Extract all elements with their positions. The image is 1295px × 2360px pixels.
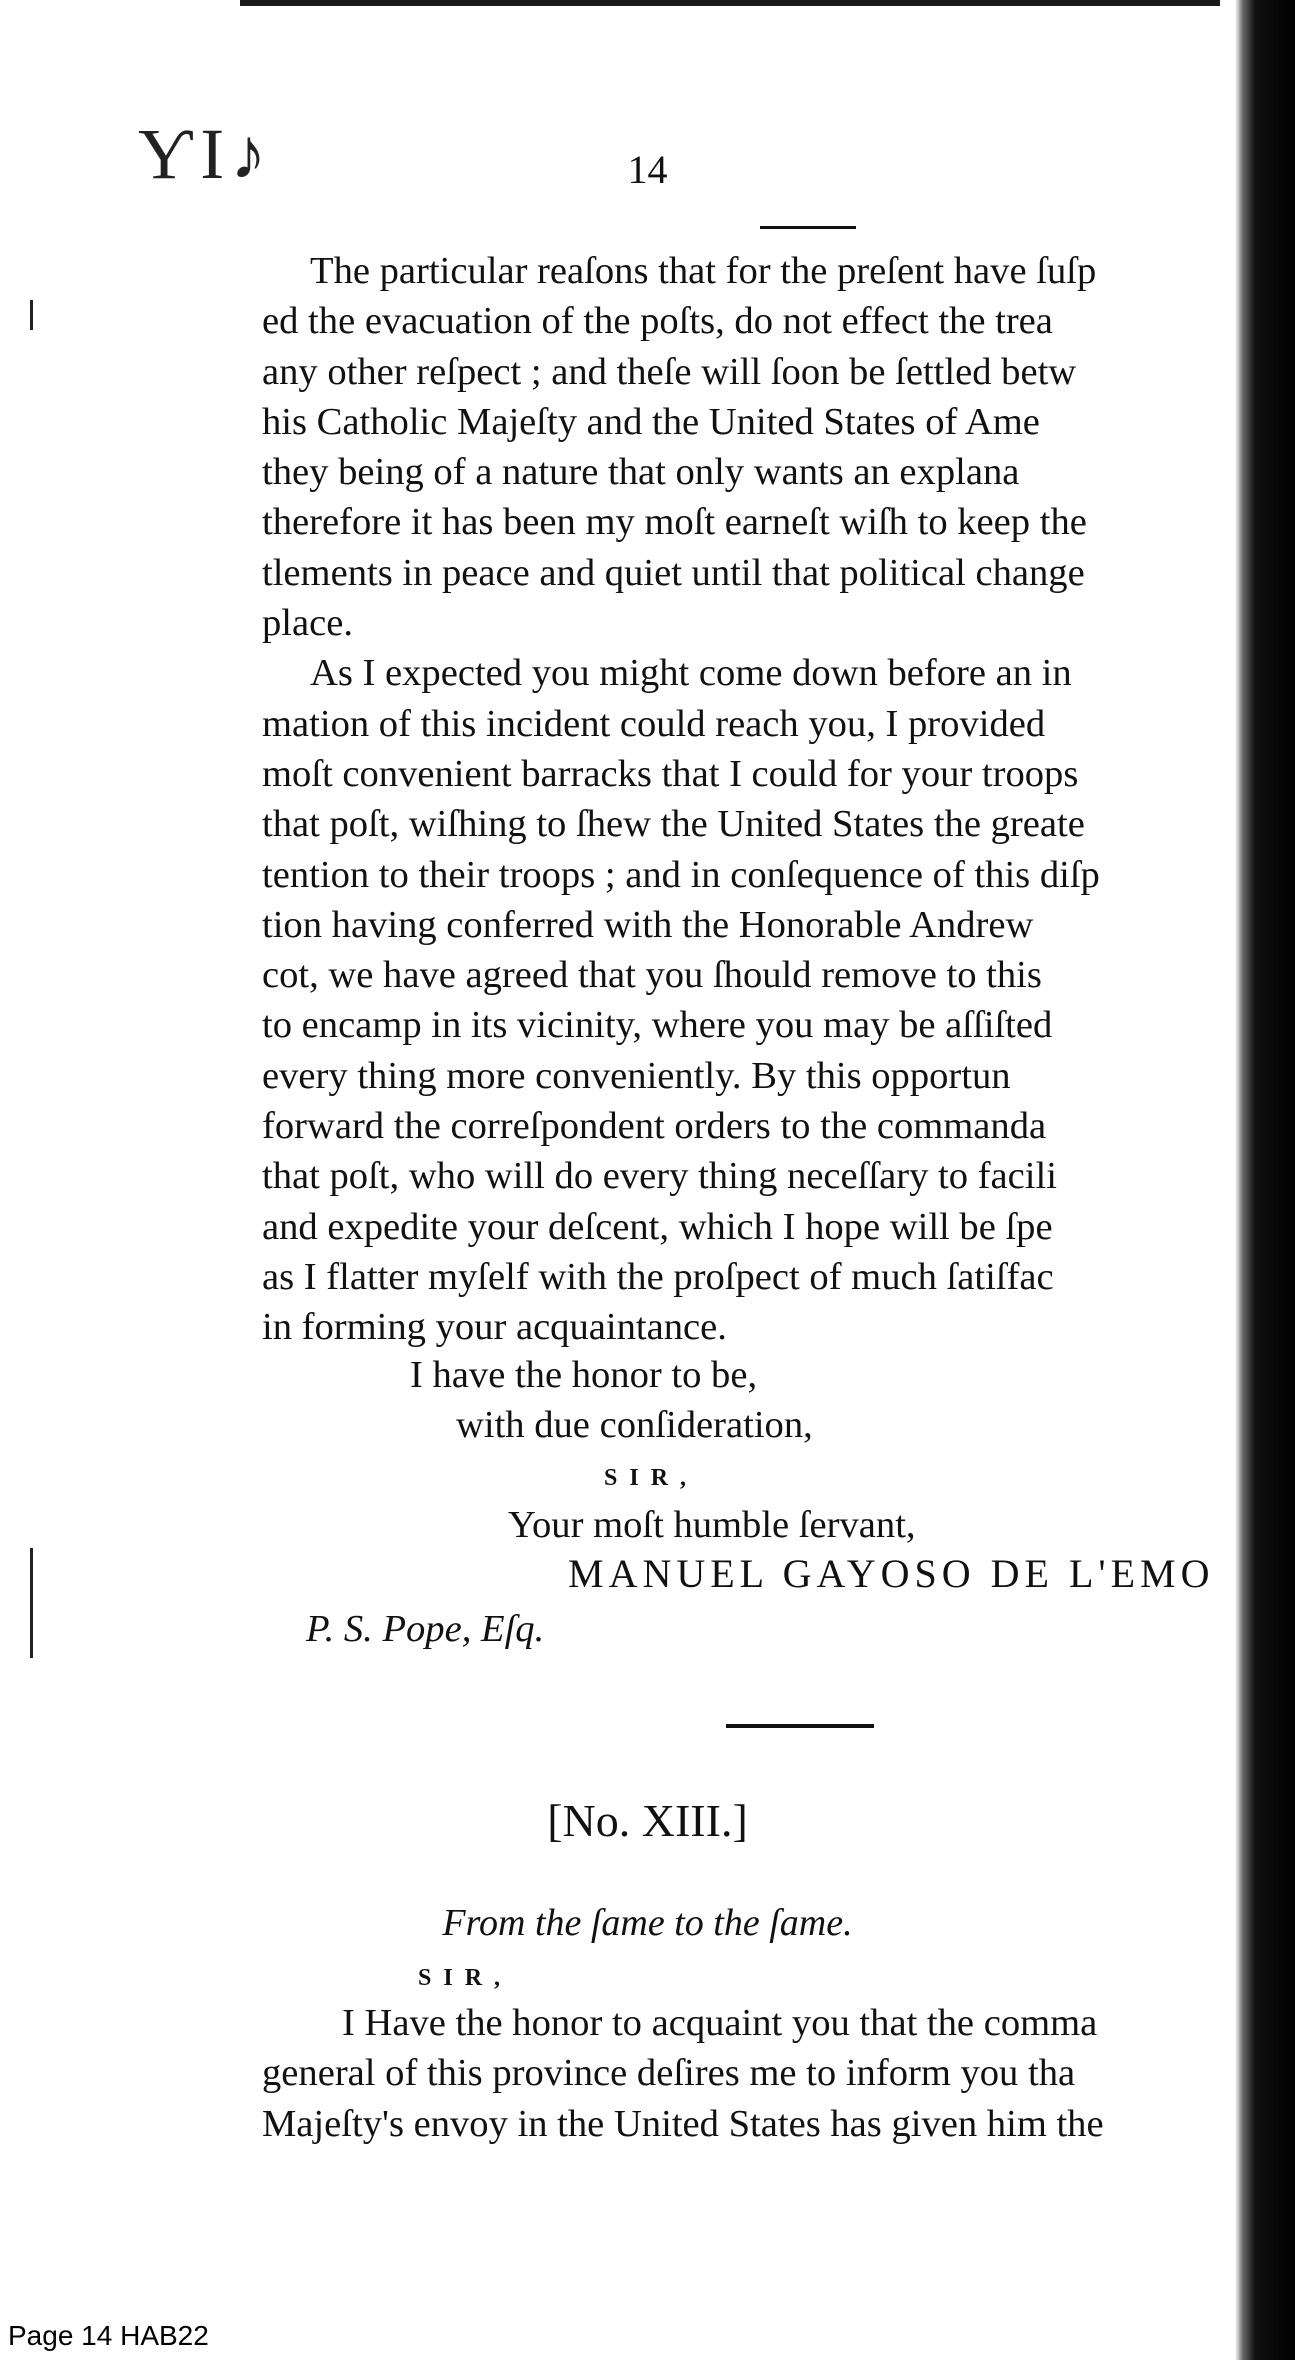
salutation: SIR, bbox=[418, 1965, 513, 1991]
corner-mark: ƳI♪ bbox=[138, 114, 273, 194]
text-line: cot, we have agreed that you ſhould remove to this bbox=[262, 954, 1042, 997]
page-number: 14 bbox=[627, 147, 668, 192]
closing-line: with due conſideration, bbox=[456, 1404, 813, 1446]
signature: MANUEL GAYOSO DE L'EMO bbox=[568, 1551, 1215, 1596]
letter-number-heading: [No. XIII.] bbox=[547, 1795, 748, 1846]
letter-two-body bbox=[262, 1998, 1272, 2149]
text-line: moſt convenient barracks that I could for your troops bbox=[262, 752, 1079, 795]
addressee: P. S. Pope, Eſq. bbox=[306, 1608, 545, 1650]
text-line: place. bbox=[262, 602, 354, 645]
text-line: forward the correſpondent orders to the commanda bbox=[262, 1105, 1047, 1148]
text-line: therefore it has been my moſt earneſt wiſh to keep the bbox=[262, 501, 1087, 544]
text-line: As I expected you might come down before an in bbox=[310, 652, 1072, 695]
servant-line: Your moſt humble ſervant, bbox=[508, 1504, 916, 1546]
salutation: SIR, bbox=[604, 1465, 699, 1491]
text-line: ed the evacuation of the poſts, do not effect the trea bbox=[262, 300, 1053, 343]
text-line: every thing more conveniently. By this opportun bbox=[262, 1054, 1011, 1097]
letter-one-body bbox=[262, 246, 1272, 1353]
text-line: mation of this incident could reach you, I provided bbox=[262, 702, 1046, 745]
text-line: they being of a nature that only wants an explana bbox=[262, 451, 1020, 494]
text-line: in forming your acquaintance. bbox=[262, 1306, 727, 1349]
text-line: that poſt, wiſhing to ſhew the United States the greate bbox=[262, 803, 1085, 846]
text-line: The particular reaſons that for the preſent have ſuſp bbox=[310, 250, 1097, 292]
text-line: and expedite your deſcent, which I hope will be ſpe bbox=[262, 1205, 1053, 1248]
text-line: general of this province deſires me to inform you tha bbox=[262, 2052, 1076, 2095]
letter-from-heading: From the ſame to the ſame. bbox=[442, 1902, 853, 1944]
text-line: I Have the honor to acquaint you that the comma bbox=[342, 2002, 1098, 2044]
text-line: tention to their troops ; and in conſequence of this diſp bbox=[262, 853, 1100, 896]
footer-page-label: Page 14 HAB22 bbox=[8, 2320, 209, 2351]
text-line: tlements in peace and quiet until that political change bbox=[262, 551, 1085, 594]
margin-mark bbox=[30, 1548, 33, 1658]
text-line: Majeſty's envoy in the United States has given him the bbox=[262, 2102, 1104, 2145]
section-divider bbox=[726, 1724, 874, 1728]
closing-line: I have the honor to be, bbox=[410, 1354, 758, 1396]
top-edge-rule bbox=[240, 0, 1220, 6]
text-line: any other reſpect ; and theſe will ſoon be ſettled betw bbox=[262, 350, 1077, 393]
text-line: as I flatter myſelf with the proſpect of much ſatiſfac bbox=[262, 1255, 1054, 1298]
text-line: his Catholic Majeſty and the United States of Ame bbox=[262, 400, 1040, 443]
margin-mark bbox=[30, 300, 33, 330]
text-line: to encamp in its vicinity, where you may be aſſiſted bbox=[262, 1004, 1053, 1047]
text-line: that poſt, who will do every thing neceſſary to facili bbox=[262, 1155, 1057, 1198]
header-rule bbox=[760, 226, 856, 229]
text-line: tion having conferred with the Honorable Andrew bbox=[262, 903, 1034, 946]
